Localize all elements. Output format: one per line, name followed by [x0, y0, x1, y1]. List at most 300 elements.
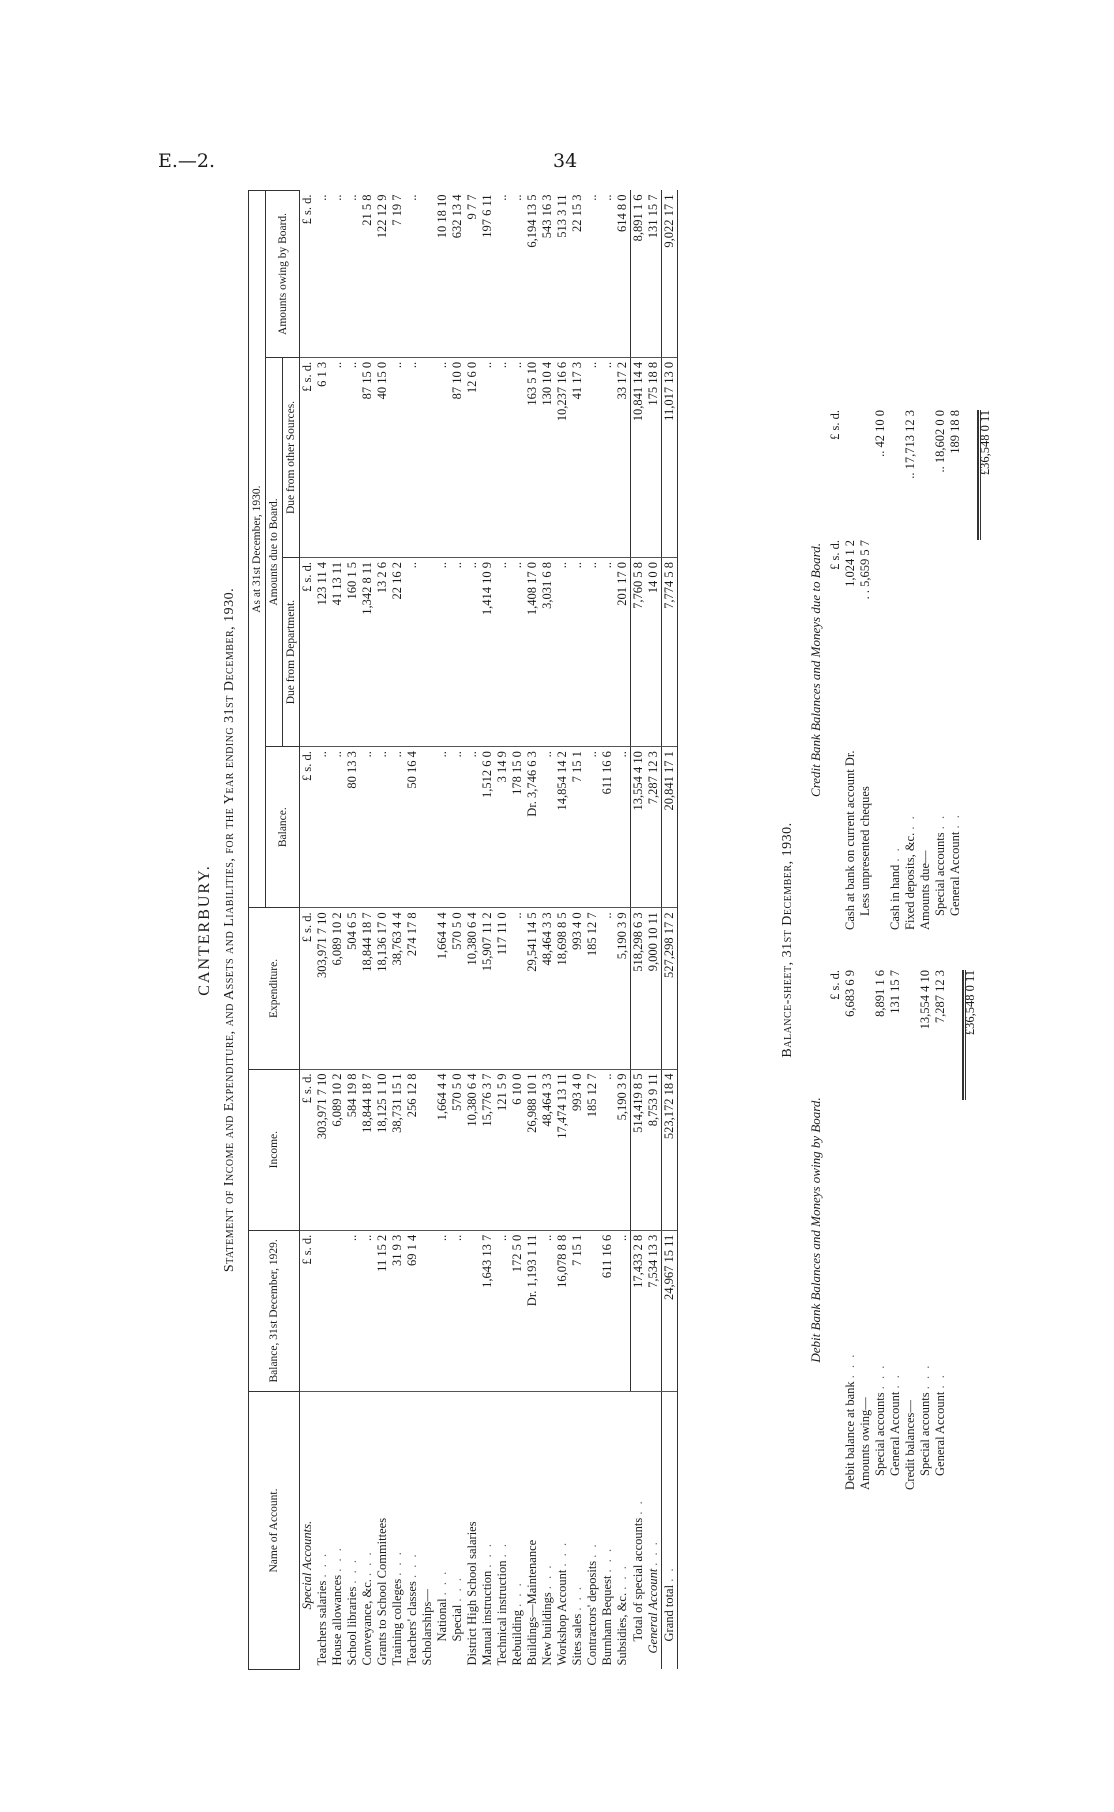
cell-dept: .. — [510, 558, 525, 747]
cell-owing: .. — [345, 191, 360, 358]
account-name: Contractors' deposits — [585, 1560, 599, 1666]
row-dots: . . . — [615, 1564, 630, 1590]
cell-bal: 16,078 8 8 — [555, 1230, 570, 1391]
cell-inc: 6 10 0 — [510, 1069, 525, 1230]
table-row — [435, 191, 450, 1670]
cell-bal30: .. — [315, 747, 330, 908]
row-dots: . . . — [480, 1541, 494, 1568]
row-dots: . . . — [405, 1552, 419, 1579]
table-row — [315, 191, 330, 1670]
item-subamount — [933, 540, 948, 660]
row-dots: . . — [933, 1373, 947, 1389]
general-bal30: 7,287 12 3 — [646, 747, 662, 908]
row-dots: . . . — [646, 1539, 660, 1566]
item-label: Fixed deposits, &c. — [903, 832, 917, 930]
cell-other: 87 15 0 — [360, 357, 375, 557]
cell-other: .. — [390, 357, 405, 557]
grand-other: 11,017 13 0 — [662, 357, 678, 557]
cell-other: .. — [435, 357, 450, 557]
cell-bal: 1,643 13 7 — [480, 1230, 495, 1391]
cell-bal: .. — [345, 1230, 360, 1391]
cell-owing: 9 7 7 — [465, 191, 480, 358]
units-label: £ s. d. — [828, 540, 842, 570]
cell-inc: 18,125 1 10 — [375, 1069, 390, 1230]
total-special-label: Total of special accounts — [630, 1517, 645, 1642]
col-due-header: Amounts due to Board. — [266, 357, 283, 746]
cell-other — [420, 357, 435, 557]
page-reference: E.—2. — [158, 150, 216, 172]
total-special-owing: 8,891 1 6 — [631, 191, 647, 358]
credit-item — [903, 410, 918, 930]
cell-dept: .. — [405, 558, 420, 747]
col-group-header: As at 31st December, 1930. — [249, 191, 266, 908]
grand-bal30: 20,841 17 1 — [662, 747, 678, 908]
item-label: Debit balance at bank — [843, 1381, 857, 1490]
balance-sheet-debit — [808, 970, 977, 1490]
cell-other: 163 5 10 — [525, 357, 540, 557]
cell-dept: 1,408 17 0 — [525, 558, 540, 747]
account-name: New buildings — [540, 1592, 554, 1666]
credit-item — [873, 410, 888, 930]
row-dots: . . . — [345, 1557, 359, 1584]
account-name: Rebuilding — [510, 1609, 524, 1666]
row-dots: . . . — [843, 1352, 857, 1379]
account-name: National — [435, 1598, 449, 1642]
col-balance-header: Balance. — [266, 747, 300, 908]
cell-inc: 48,464 3 3 — [540, 1069, 555, 1230]
table-row — [510, 191, 525, 1670]
account-name: House allowances — [330, 1574, 344, 1666]
item-subamount — [918, 540, 933, 660]
account-name: Sites sales — [570, 1613, 584, 1666]
cell-owing: 513 3 11 — [555, 191, 570, 358]
row-dots: . . — [903, 814, 917, 830]
statement-title: Statement of Income and Expenditure, and Assets and Liabilities, for the Year ending 31st December, 1930. — [222, 587, 237, 1273]
cell-dept: 41 13 11 — [330, 558, 345, 747]
item-subamount — [873, 540, 888, 660]
cell-bal30: .. — [360, 747, 375, 908]
item-amount: .. 42 10 0 — [873, 410, 887, 457]
item-label: Less unpresented cheques — [858, 786, 872, 916]
item-amount: 6,683 6 9 — [843, 970, 857, 1017]
row-dots: . . . — [918, 1363, 932, 1390]
item-subamount — [948, 540, 963, 660]
cell-owing: .. — [510, 191, 525, 358]
total-special-exp: 518,298 6 3 — [631, 908, 647, 1069]
cell-inc: 584 19 8 — [345, 1069, 360, 1230]
cell-inc: 5,190 3 9 — [615, 1069, 631, 1230]
cell-exp: 504 6 5 — [345, 908, 360, 1069]
account-name: Special — [450, 1604, 464, 1642]
cell-owing: 543 16 3 — [540, 191, 555, 358]
cell-bal: 611 16 6 — [600, 1230, 615, 1391]
cell-other: 41 17 3 — [570, 357, 585, 557]
debit-item — [933, 970, 948, 1490]
cell-inc: 15,776 3 7 — [480, 1069, 495, 1230]
cell-other: .. — [480, 357, 495, 557]
row-dots: . . . — [510, 1581, 524, 1607]
row-dots: . . — [495, 1542, 509, 1558]
item-amount: 7,287 12 3 — [933, 970, 947, 1024]
item-subamount: . . 5,659 5 7 — [858, 540, 872, 600]
cell-bal: .. — [540, 1230, 555, 1391]
cell-bal30: .. — [330, 747, 345, 908]
cell-bal30: 80 13 3 — [345, 747, 360, 908]
cell-owing: 7 19 7 — [390, 191, 405, 358]
cell-dept: 1,342 8 11 — [360, 558, 375, 747]
cell-inc: 6,089 10 2 — [330, 1069, 345, 1230]
cell-bal30: Dr. 3,746 6 3 — [525, 747, 540, 908]
cell-bal: 7 15 1 — [570, 1230, 585, 1391]
item-amount: 131 15 7 — [888, 970, 902, 1014]
cell-exp: 274 17 8 — [405, 908, 420, 1069]
cell-dept: 201 17 0 — [615, 558, 631, 747]
cell-inc: 10,380 6 4 — [465, 1069, 480, 1230]
cell-bal30: 3 14 9 — [495, 747, 510, 908]
cell-bal: .. — [495, 1230, 510, 1391]
row-dots: . . . — [360, 1550, 374, 1576]
table-row — [570, 191, 585, 1670]
debit-item — [918, 970, 933, 1490]
account-name: School libraries — [345, 1586, 359, 1666]
grand-dept: 7,774 5 8 — [662, 558, 678, 747]
general-inc: 8,753 9 11 — [646, 1069, 662, 1230]
cell-bal30: 14,854 14 2 — [555, 747, 570, 908]
debit-item — [843, 970, 858, 1490]
cell-other: 130 10 4 — [540, 357, 555, 557]
account-name: Teachers' classes — [405, 1581, 419, 1666]
table-row — [495, 191, 510, 1670]
item-label: General Account — [933, 1391, 947, 1476]
table-row — [360, 191, 375, 1670]
balance-sheet-title: Balance-sheet, 31st December, 1930. — [780, 822, 795, 1058]
cell-exp: 10,380 6 4 — [465, 908, 480, 1069]
cell-bal30: .. — [390, 747, 405, 908]
cell-dept: .. — [555, 558, 570, 747]
cell-inc: 121 5 9 — [495, 1069, 510, 1230]
cell-owing — [420, 191, 435, 358]
col-due-dept-header: Due from Department. — [283, 558, 300, 747]
total-special-dept: 7,760 5 8 — [631, 558, 647, 747]
cell-exp: 5,190 3 9 — [615, 908, 631, 1069]
row-dots: . . . — [873, 1363, 887, 1390]
table-row — [540, 191, 555, 1670]
cell-dept: 3,031 6 8 — [540, 558, 555, 747]
balance-sheet-credit — [808, 410, 992, 930]
col-expenditure-header: Expenditure. — [249, 908, 300, 1069]
cell-dept: .. — [435, 558, 450, 747]
cell-bal30: 7 15 1 — [570, 747, 585, 908]
cell-exp: 18,844 18 7 — [360, 908, 375, 1069]
row-dots: . . — [888, 846, 902, 862]
row-dots: . . . — [600, 1546, 614, 1573]
col-name-header: Name of Account. — [249, 1392, 300, 1670]
cell-inc: 1,664 4 4 — [435, 1069, 450, 1230]
cell-bal — [465, 1230, 480, 1391]
balance-sheet — [780, 390, 992, 1490]
cell-exp: 15,907 11 2 — [480, 908, 495, 1069]
item-label: Cash at bank on current account Dr. — [843, 750, 857, 930]
units-label: £ s. d. — [300, 747, 316, 908]
debit-item — [858, 970, 873, 1490]
table-row — [450, 191, 465, 1670]
table-row — [375, 191, 390, 1670]
cell-exp: 18,136 17 0 — [375, 908, 390, 1069]
row-dots: . . . — [450, 1575, 464, 1602]
total-special-inc: 514,419 8 5 — [631, 1069, 647, 1230]
table-row — [420, 191, 435, 1670]
cell-bal30: .. — [540, 747, 555, 908]
cell-bal: 31 9 3 — [390, 1230, 405, 1391]
cell-bal — [585, 1230, 600, 1391]
table-row — [345, 191, 360, 1670]
cell-other: .. — [330, 357, 345, 557]
cell-bal: .. — [360, 1230, 375, 1391]
cell-owing: 197 6 11 — [480, 191, 495, 358]
cell-bal: .. — [615, 1230, 631, 1391]
cell-dept: 1,414 10 9 — [480, 558, 495, 747]
cell-other: 33 17 2 — [615, 357, 631, 557]
account-name: District High School salaries — [465, 1521, 479, 1666]
cell-other: 87 10 0 — [450, 357, 465, 557]
credit-item — [858, 410, 873, 930]
cell-inc: 256 12 8 — [405, 1069, 420, 1230]
cell-inc: 26,988 10 1 — [525, 1069, 540, 1230]
cell-bal30 — [420, 747, 435, 908]
cell-owing: .. — [405, 191, 420, 358]
item-amount: .. 17,713 12 3 — [903, 410, 917, 479]
item-amount: 189 18 8 — [948, 410, 962, 454]
cell-exp: 1,664 4 4 — [435, 908, 450, 1069]
row-dots: . . . — [540, 1563, 554, 1590]
cell-exp — [420, 908, 435, 1069]
cell-other: .. — [600, 357, 615, 557]
cell-dept: .. — [570, 558, 585, 747]
col-balance-prev-header: Balance, 31st December, 1929. — [249, 1230, 300, 1391]
general-dept: 14 0 0 — [646, 558, 662, 747]
cell-inc: 570 5 0 — [450, 1069, 465, 1230]
debit-total: £36,548 0 11 — [962, 970, 966, 1100]
cell-exp: 570 5 0 — [450, 908, 465, 1069]
cell-dept: .. — [450, 558, 465, 747]
col-due-other-header: Due from other Sources. — [283, 357, 300, 557]
table-row — [585, 191, 600, 1670]
cell-owing: 632 13 4 — [450, 191, 465, 358]
row-dots: . . . — [570, 1585, 584, 1611]
cell-bal: 172 5 0 — [510, 1230, 525, 1391]
cell-exp: 303,971 7 10 — [315, 908, 330, 1069]
grand-bal: 24,967 15 11 — [662, 1230, 678, 1391]
table-row — [555, 191, 570, 1670]
credit-item — [948, 410, 963, 930]
table-row — [525, 191, 540, 1670]
credit-item — [918, 410, 933, 930]
item-amount: 13,554 4 10 — [918, 970, 932, 1030]
page-number: 34 — [553, 150, 578, 172]
cell-exp: 18,698 8 5 — [555, 908, 570, 1069]
cell-other: .. — [495, 357, 510, 557]
col-owing-header: Amounts owing by Board. — [266, 191, 300, 358]
general-bal: 7,534 13 3 — [646, 1230, 662, 1391]
table-row — [465, 191, 480, 1670]
item-amount — [858, 410, 873, 540]
credit-item — [843, 410, 858, 930]
account-name: Buildings—Maintenance — [525, 1539, 539, 1666]
account-name: Conveyance, &c. — [360, 1579, 374, 1666]
cell-owing: .. — [330, 191, 345, 358]
units-label: £ s. d. — [300, 1069, 316, 1230]
cell-dept: 22 16 2 — [390, 558, 405, 747]
table-row — [405, 191, 420, 1670]
cell-bal: Dr. 1,193 1 11 — [525, 1230, 540, 1391]
cell-owing: .. — [315, 191, 330, 358]
item-amount — [888, 410, 903, 540]
cell-inc: 303,971 7 10 — [315, 1069, 330, 1230]
cell-other: 6 1 3 — [315, 357, 330, 557]
cell-inc: 17,474 13 11 — [555, 1069, 570, 1230]
item-subamount — [888, 540, 903, 660]
cell-bal30: 178 15 0 — [510, 747, 525, 908]
cell-bal: 69 1 4 — [405, 1230, 420, 1391]
account-name: Teachers salaries — [315, 1580, 329, 1666]
rotated-statement — [190, 190, 1090, 1670]
item-subamount — [903, 540, 918, 660]
cell-exp: 993 4 0 — [570, 908, 585, 1069]
row-dots: . . . — [555, 1540, 569, 1567]
row-dots: . . . — [330, 1546, 344, 1572]
row-dots: . . — [933, 813, 947, 830]
credit-item — [933, 410, 948, 930]
cell-exp: 185 12 7 — [585, 908, 600, 1069]
cell-owing: .. — [585, 191, 600, 358]
table-row — [480, 191, 495, 1670]
cell-inc: 18,844 18 7 — [360, 1069, 375, 1230]
cell-owing: .. — [495, 191, 510, 358]
general-other: 175 18 8 — [646, 357, 662, 557]
debit-item — [903, 970, 918, 1490]
row-dots: . . — [585, 1542, 599, 1558]
units-label: £ s. d. — [300, 191, 316, 358]
table-row — [330, 191, 345, 1670]
cell-inc: 38,731 15 1 — [390, 1069, 405, 1230]
region-title: CANTERBURY. — [196, 864, 213, 996]
units-label: £ s. d. — [300, 558, 316, 747]
cell-inc: 185 12 7 — [585, 1069, 600, 1230]
cell-bal30: .. — [435, 747, 450, 908]
cell-dept: 123 11 4 — [315, 558, 330, 747]
item-label: Special accounts — [933, 832, 947, 916]
item-amount — [858, 970, 873, 1100]
units-label: £ s. d. — [828, 410, 842, 440]
cell-other: 12 6 0 — [465, 357, 480, 557]
cell-dept: .. — [600, 558, 615, 747]
account-name: Burnham Bequest — [600, 1575, 614, 1666]
grand-exp: 527,298 17 2 — [662, 908, 678, 1069]
account-name: Subsidies, &c. — [615, 1592, 630, 1666]
item-amount: .. 18,602 0 0 — [933, 410, 947, 473]
total-special-bal: 17,433 2 8 — [631, 1230, 647, 1391]
cell-bal30: .. — [465, 747, 480, 908]
cell-bal30: .. — [450, 747, 465, 908]
cell-owing: .. — [600, 191, 615, 358]
cell-owing: 10 18 10 — [435, 191, 450, 358]
item-label: General Account — [888, 1391, 902, 1476]
general-owing: 131 15 7 — [646, 191, 662, 358]
cell-exp: 29,541 14 5 — [525, 908, 540, 1069]
cell-other: 40 15 0 — [375, 357, 390, 557]
cell-exp: 48,464 3 3 — [540, 908, 555, 1069]
general-account-label: General Account — [646, 1568, 660, 1654]
account-name: Grants to School Committees — [375, 1517, 389, 1666]
item-amount — [918, 410, 933, 540]
cell-other: 10,237 16 6 — [555, 357, 570, 557]
cell-owing: 614 8 0 — [615, 191, 631, 358]
credit-total: £36,548 0 11 — [977, 410, 981, 540]
row-dots: . . — [948, 813, 962, 829]
row-dots: . . — [662, 1566, 676, 1582]
account-name: Workshop Account — [555, 1569, 569, 1666]
total-special-bal30: 13,554 4 10 — [631, 747, 647, 908]
cell-exp: .. — [600, 908, 615, 1069]
cell-dept: 13 2 6 — [375, 558, 390, 747]
item-label: Amounts due— — [918, 850, 932, 930]
cell-inc: 993 4 0 — [570, 1069, 585, 1230]
cell-bal — [330, 1230, 345, 1391]
grand-total-label: Grand total — [662, 1584, 676, 1642]
cell-bal — [420, 1230, 435, 1391]
account-name: Manual instruction — [480, 1570, 494, 1666]
units-label: £ s. d. — [300, 908, 316, 1069]
cell-bal — [315, 1230, 330, 1391]
units-label: £ s. d. — [300, 1230, 316, 1391]
cell-other: .. — [345, 357, 360, 557]
table-row — [615, 191, 631, 1670]
debit-heading: Debit Bank Balances and Moneys owing by Board. — [808, 1097, 823, 1363]
debit-item — [888, 970, 903, 1490]
item-amount — [903, 970, 918, 1100]
row-dots: . . . — [315, 1551, 329, 1578]
statement-table — [248, 190, 678, 1670]
cell-bal30: 50 16 4 — [405, 747, 420, 908]
cell-exp: .. — [510, 908, 525, 1069]
cell-bal30: 611 16 6 — [600, 747, 615, 908]
table-row — [390, 191, 405, 1670]
account-name: Scholarships— — [420, 1589, 434, 1666]
credit-item — [888, 410, 903, 930]
cell-other: .. — [405, 357, 420, 557]
cell-owing: 21 5 8 — [360, 191, 375, 358]
cell-dept — [420, 558, 435, 747]
row-dots: . . — [888, 1373, 902, 1389]
cell-owing: 6,194 13 5 — [525, 191, 540, 358]
item-label: Special accounts — [873, 1392, 887, 1476]
cell-bal30: .. — [615, 747, 631, 908]
grand-owing: 9,022 17 1 — [662, 191, 678, 358]
cell-dept: .. — [465, 558, 480, 747]
item-amount — [843, 410, 858, 540]
special-accounts-heading: Special Accounts. — [300, 1520, 314, 1610]
units-label: £ s. d. — [828, 970, 842, 1000]
cell-other: .. — [510, 357, 525, 557]
account-name: Technical instruction — [495, 1560, 509, 1666]
cell-bal30: 1,512 6 0 — [480, 747, 495, 908]
cell-other: .. — [585, 357, 600, 557]
item-label: General Account — [948, 831, 962, 916]
cell-owing: 22 15 3 — [570, 191, 585, 358]
table-row — [600, 191, 615, 1670]
item-label: Special accounts — [918, 1392, 932, 1476]
debit-item — [873, 970, 888, 1490]
